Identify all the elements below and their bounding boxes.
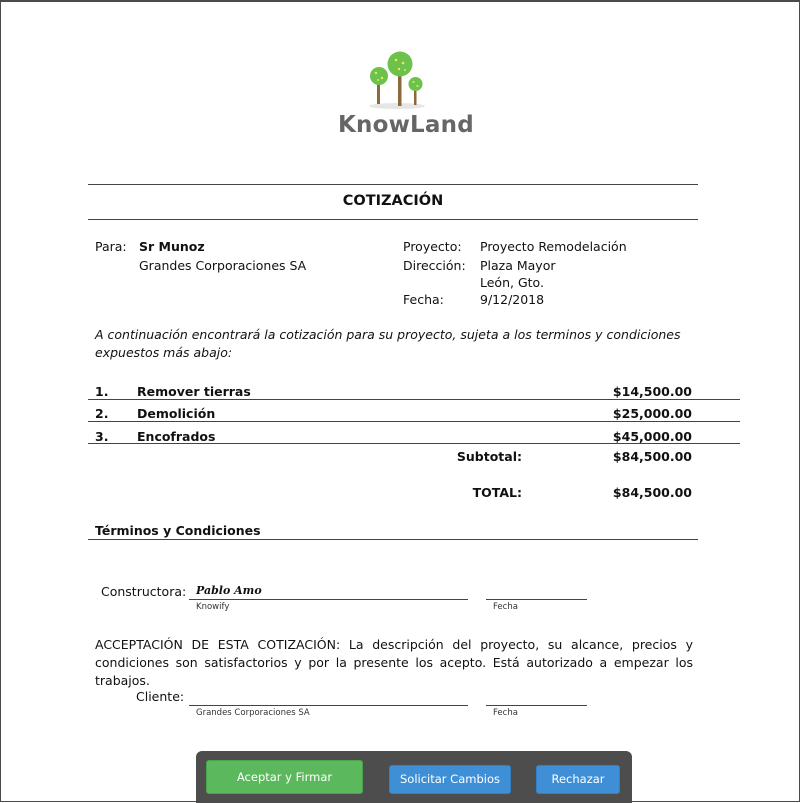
address-line-2: León, Gto.	[480, 275, 544, 290]
client-date-caption: Fecha	[493, 708, 518, 718]
item-number: 1.	[95, 384, 109, 399]
address-label: Dirección:	[403, 258, 466, 273]
contractor-signature-line	[189, 599, 468, 600]
item-amount: $45,000.00	[612, 429, 692, 444]
document-title: COTIZACIÓN	[342, 193, 444, 209]
contractor-label: Constructora:	[101, 584, 187, 599]
client-label: Cliente:	[136, 689, 185, 704]
terms-heading: Términos y Condiciones	[95, 523, 261, 538]
three-trees-logo-icon	[366, 48, 430, 110]
title-top-rule	[88, 184, 698, 185]
item-amount: $14,500.00	[612, 384, 692, 399]
item-number: 3.	[95, 429, 109, 444]
contractor-date-caption: Fecha	[493, 602, 518, 612]
acceptance-text: ACCEPTACIÓN DE ESTA COTIZACIÓN: La descripción del proyecto, su alcance, precios y condiciones son satisfactorios y por la presente los acepto. Está autorizado a empezar los trabajos.	[95, 637, 693, 688]
reject-button[interactable]: Rechazar	[536, 765, 620, 794]
accept-and-sign-button[interactable]: Aceptar y Firmar	[206, 760, 363, 794]
item-description: Remover tierras	[137, 384, 251, 399]
subtotal-label: Subtotal:	[456, 449, 522, 464]
para-label: Para:	[95, 239, 127, 254]
item-number: 2.	[95, 406, 109, 421]
item-divider	[88, 443, 740, 444]
contractor-signature: Pablo Amo	[196, 584, 262, 597]
intro-text: A continuación encontrará la cotización para su proyecto, sujeta a los terminos y condiciones expuestos más abajo:	[95, 327, 681, 360]
request-changes-button[interactable]: Solicitar Cambios	[389, 765, 511, 794]
total-value: $84,500.00	[612, 485, 692, 500]
project-value: Proyecto Remodelación	[480, 239, 627, 254]
total-label: TOTAL:	[472, 485, 522, 500]
item-description: Encofrados	[137, 429, 216, 444]
item-divider	[88, 399, 740, 400]
item-divider	[88, 421, 740, 422]
action-toolbar	[196, 751, 632, 803]
client-company: Grandes Corporaciones SA	[139, 258, 307, 273]
item-amount: $25,000.00	[612, 406, 692, 421]
project-label: Proyecto:	[403, 239, 462, 254]
client-signature-line[interactable]	[189, 705, 468, 706]
terms-rule	[88, 539, 698, 540]
client-caption: Grandes Corporaciones SA	[196, 708, 310, 718]
item-description: Demolición	[137, 406, 216, 421]
contractor-date-line	[486, 599, 587, 600]
brand-name: KnowLand	[338, 112, 474, 138]
client-date-line	[486, 705, 587, 706]
date-value: 9/12/2018	[480, 292, 545, 307]
client-name: Sr Munoz	[139, 239, 205, 254]
address-line-1: Plaza Mayor	[480, 258, 556, 273]
subtotal-value: $84,500.00	[612, 449, 692, 464]
title-bottom-rule	[88, 219, 698, 220]
contractor-company: Knowify	[196, 602, 230, 612]
date-label: Fecha:	[403, 292, 444, 307]
